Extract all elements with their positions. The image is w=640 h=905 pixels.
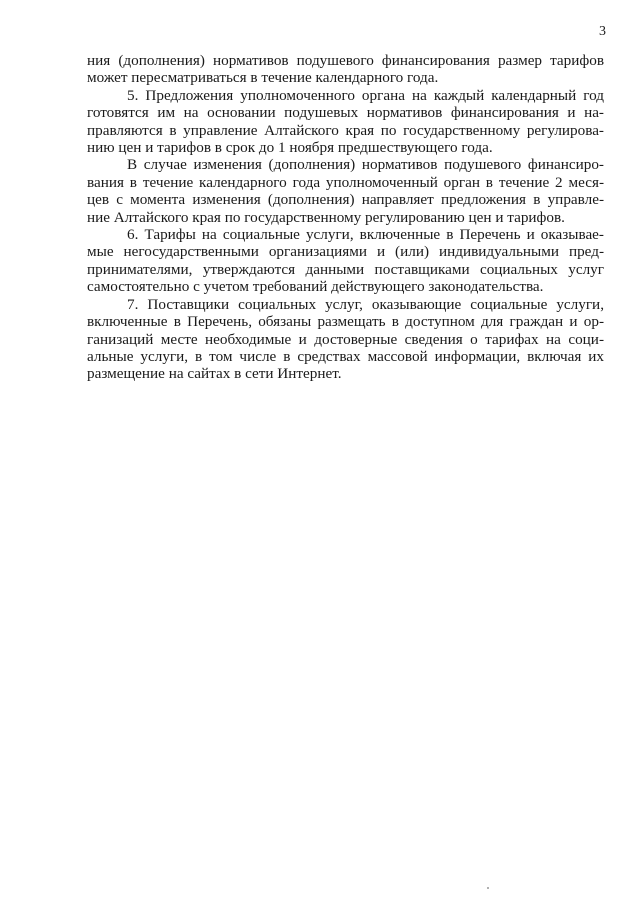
paragraph-continuation: [87, 52, 604, 87]
paragraph-item-5: [87, 87, 604, 157]
text-line: мые негосударственными организациями и (или) индивидуальными пред-: [87, 243, 604, 261]
paragraph-item-6: [87, 226, 604, 296]
text-line: может пересматриваться в течение календарного года.: [87, 69, 439, 87]
text-line: альные услуги, в том числе в средствах массовой информации, включая их: [87, 347, 604, 365]
text-line: вания в течение календарного года уполномоченный орган в течение 2 меся-: [87, 173, 604, 191]
page-number: 3: [599, 24, 606, 39]
scan-speck: [487, 887, 489, 889]
text-line: ганизаций месте необходимые и достоверные сведения о тарифах на соци-: [87, 330, 604, 348]
text-line: ния (дополнения) нормативов подушевого финансирования размер тарифов: [87, 52, 604, 69]
text-line: готовятся им на основании подушевых нормативов финансирования и на-: [87, 104, 604, 122]
text-line: 6. Тарифы на социальные услуги, включенные в Перечень и оказывае-: [127, 226, 604, 244]
text-line: цев с момента изменения (дополнения) направляет предложения в управле-: [87, 191, 604, 209]
text-line: принимателями, утверждаются данными поставщиками социальных услуг: [87, 260, 604, 278]
text-line: правляются в управление Алтайского края по государственному регулирова-: [87, 121, 604, 139]
text-line: ние Алтайского края по государственному регулированию цен и тарифов.: [87, 208, 565, 226]
text-line: В случае изменения (дополнения) нормативов подушевого финансиро-: [127, 156, 604, 174]
paragraph-change-case: [87, 156, 604, 226]
document-body: [87, 52, 604, 383]
text-line: включенные в Перечень, обязаны размещать в доступном для граждан и ор-: [87, 313, 604, 331]
text-line: нию цен и тарифов в срок до 1 ноября предшествующего года.: [87, 139, 493, 157]
paragraph-item-7: [87, 296, 604, 383]
text-line: самостоятельно с учетом требований действующего законодательства.: [87, 278, 544, 296]
text-line: 5. Предложения уполномоченного органа на каждый календарный год: [127, 86, 604, 104]
text-line: размещение на сайтах в сети Интернет.: [87, 365, 342, 383]
text-line: 7. Поставщики социальных услуг, оказывающие социальные услуги,: [127, 295, 604, 313]
